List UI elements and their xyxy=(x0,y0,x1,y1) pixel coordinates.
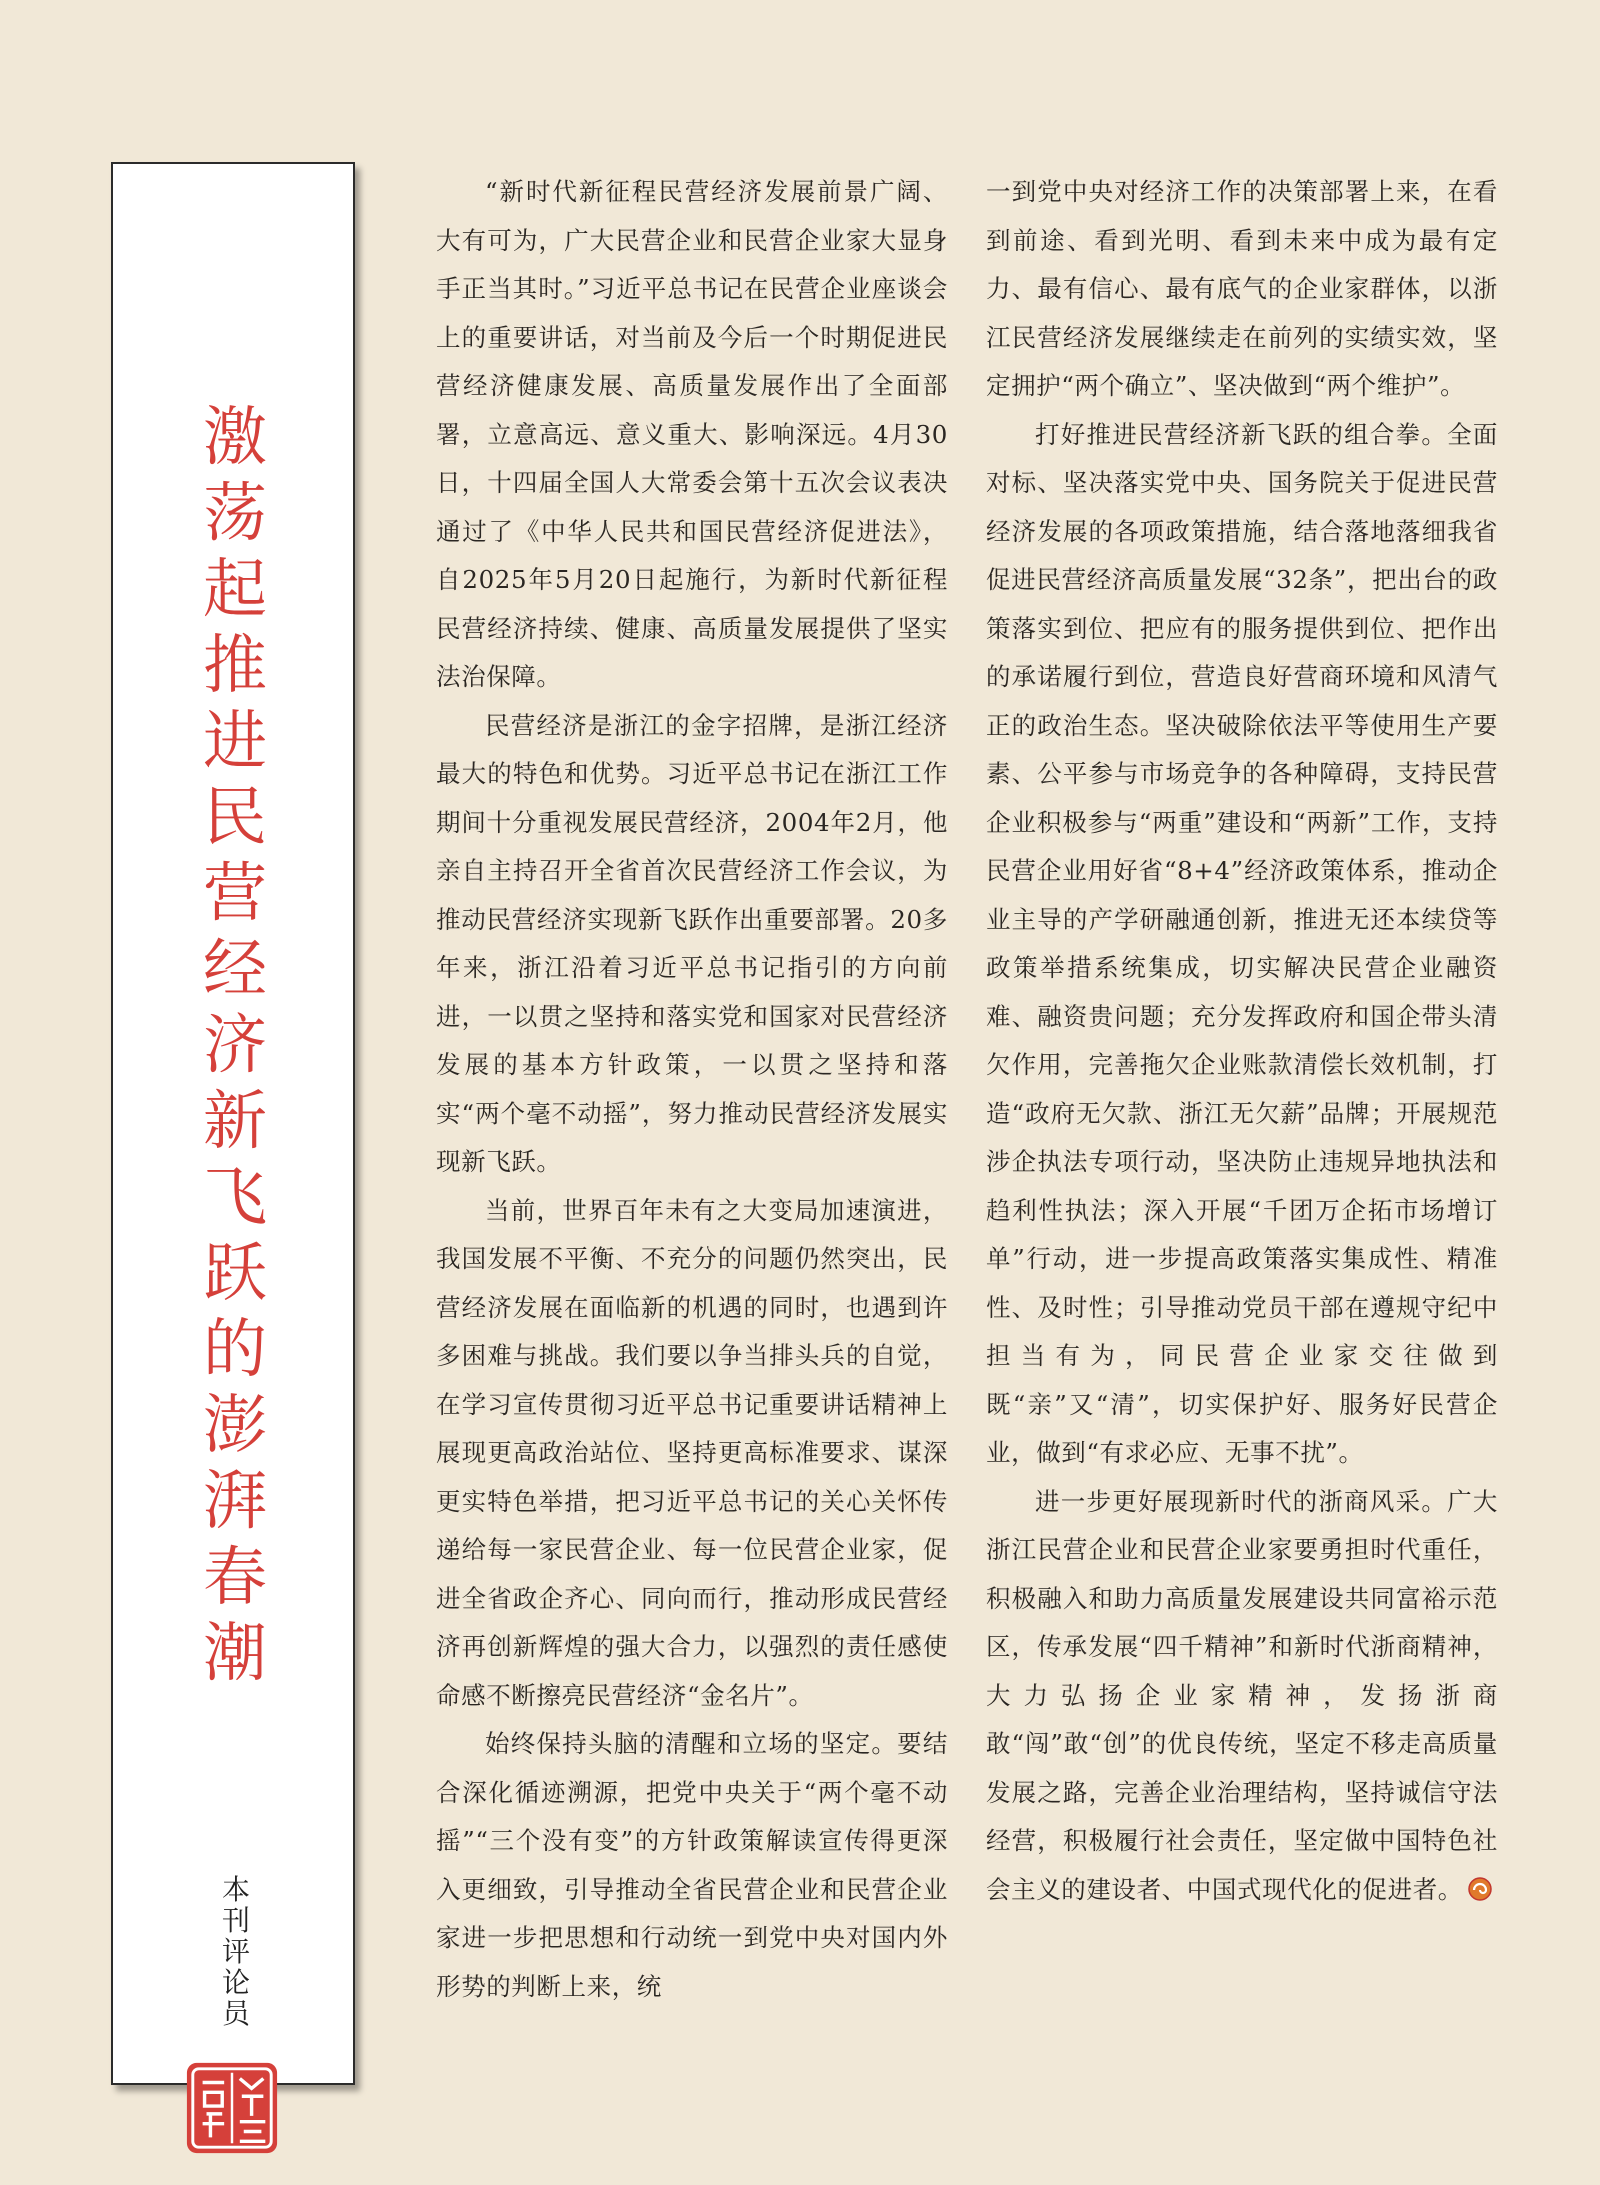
end-mark-icon xyxy=(1467,1876,1493,1902)
seal-stamp-icon xyxy=(183,2059,281,2157)
paragraph: “新时代新征程民营经济发展前景广阔、大有可为，广大民营企业和民营企业家大显身手正当其时。”习近平总书记在民营企业座谈会上的重要讲话，对当前及今后一个时期促进民营经济健康发展、高质量发展作出了全面部署，立意高远、意义重大、影响深远。4月30日，十四届全国人大常委会第十五次会议表决通过了《中华人民共和国民营经济促进法》，自2025年5月20日起施行，为新时代新征程民营经济持续、健康、高质量发展提供了坚实法治保障。 xyxy=(436,177,948,691)
paragraph: 始终保持头脑的清醒和立场的坚定。要结合深化循迹溯源，把党中央关于“两个毫不动摇”“三个没有变”的方针政策解读宣传得更深入更细致，引导推动全省民营企业和民营企业家进一步把思想和行动统一到党中央对国内外形势的判断上来，统 xyxy=(436,1729,948,2001)
paragraph: 民营经济是浙江的金字招牌，是浙江经济最大的特色和优势。习近平总书记在浙江工作期间十分重视发展民营经济，2004年2月，他亲自主持召开全省首次民营经济工作会议，为推动民营经济实现新飞跃作出重要部署。20多年来，浙江沿着习近平总书记指引的方向前进，一以贯之坚持和落实党和国家对民营经济发展的基本方针政策，一以贯之坚持和落实“两个毫不动摇”，努力推动民营经济发展实现新飞跃。 xyxy=(436,710,948,1176)
article-column-right xyxy=(986,168,1498,1914)
author-byline: 本刊评论员 xyxy=(221,1873,250,2030)
title-card xyxy=(111,162,355,2085)
paragraph-last xyxy=(986,1478,1498,1915)
paragraph: 一到党中央对经济工作的决策部署上来，在看到前途、看到光明、看到未来中成为最有定力、最有信心、最有底气的企业家群体，以浙江民营经济发展继续走在前列的实绩实效，坚定拥护“两个确立”、坚决做到“两个维护”。 xyxy=(986,177,1498,400)
article-column-left xyxy=(436,168,948,2011)
paragraph-text: 进一步更好展现新时代的浙商风采。广大浙江民营企业和民营企业家要勇担时代重任，积极融入和助力高质量发展建设共同富裕示范区，传承发展“四千精神”和新时代浙商精神，大力弘扬企业家精神，发扬浙商敢“闯”敢“创”的优良传统，坚定不移走高质量发展之路，完善企业治理结构，坚持诚信守法经营，积极履行社会责任，坚定做中国特色社会主义的建设者、中国式现代化的促进者。 xyxy=(986,1486,1498,1904)
paragraph: 当前，世界百年未有之大变局加速演进，我国发展不平衡、不充分的问题仍然突出，民营经济发展在面临新的机遇的同时，也遇到许多困难与挑战。我们要以争当排头兵的自觉，在学习宣传贯彻习近平总书记重要讲话精神上展现更高政治站位、坚持更高标准要求、谋深更实特色举措，把习近平总书记的关心关怀传递给每一家民营企业、每一位民营企业家，促进全省政企齐心、同向而行，推动形成民营经济再创新辉煌的强大合力，以强烈的责任感使命感不断擦亮民营经济“金名片”。 xyxy=(436,1195,948,1710)
paragraph: 打好推进民营经济新飞跃的组合拳。全面对标、坚决落实党中央、国务院关于促进民营经济发展的各项政策措施，结合落地落细我省促进民营经济高质量发展“32条”，把出台的政策落实到位、把应有的服务提供到位、把作出的承诺履行到位，营造良好营商环境和风清气正的政治生态。坚决破除依法平等使用生产要素、公平参与市场竞争的各种障碍，支持民营企业积极参与“两重”建设和“两新”工作，支持民营企业用好省“8+4”经济政策体系，推动企业主导的产学研融通创新，推进无还本续贷等政策举措系统集成，切实解决民营企业融资难、融资贵问题；充分发挥政府和国企带头清欠作用，完善拖欠企业账款清偿长效机制，打造“政府无欠款、浙江无欠薪”品牌；开展规范涉企执法专项行动，坚决防止违规异地执法和趋利性执法；深入开展“千团万企拓市场增订单”行动，进一步提高政策落实集成性、精准性、及时性；引导推动党员干部在遵规守纪中担当有为，同民营企业家交往做到既“亲”又“清”，切实保护好、服务好民营企业，做到“有求必应、无事不扰”。 xyxy=(986,419,1498,1467)
article-title: 激荡起推进民营经济新飞跃的澎湃春潮 xyxy=(203,401,267,1691)
